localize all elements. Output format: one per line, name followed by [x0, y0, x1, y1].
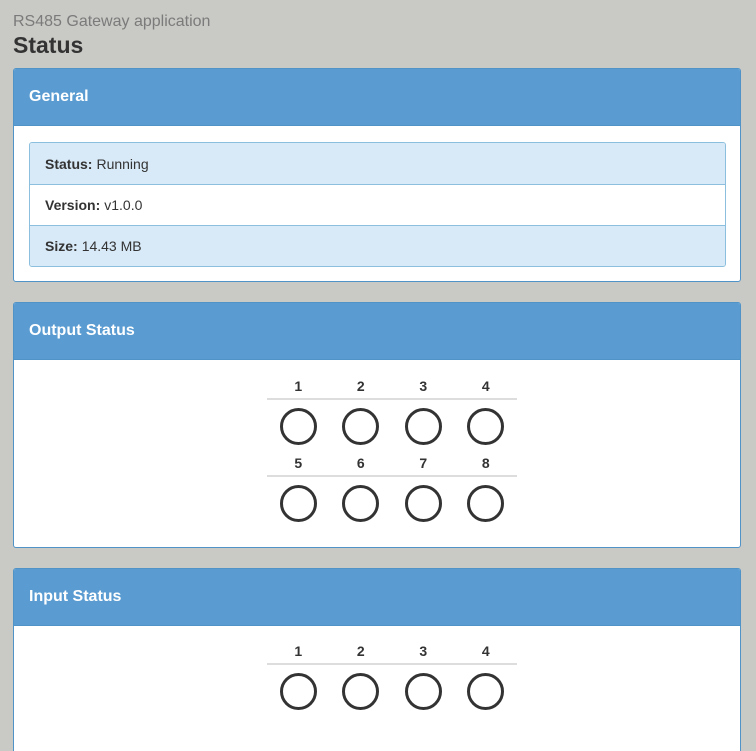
input-status-panel-heading — [14, 569, 740, 626]
input-label-4: 4 — [481, 643, 490, 659]
app-name: RS485 Gateway application — [13, 13, 211, 30]
output-label-3: 3 — [419, 378, 428, 394]
version-key: Version: — [45, 197, 101, 213]
input-status-panel-title: Input Status — [29, 588, 122, 605]
input-group-1-4 — [267, 641, 517, 718]
output-label-1: 1 — [294, 378, 303, 394]
status-row — [30, 143, 725, 184]
size-row — [30, 225, 725, 266]
output-led-5 — [280, 485, 317, 522]
input-label-1: 1 — [294, 643, 303, 659]
output-label-8: 8 — [481, 455, 490, 471]
input-led-1 — [280, 673, 317, 710]
output-status-panel-heading — [14, 303, 740, 360]
general-panel-heading — [14, 69, 740, 126]
input-led-4 — [467, 673, 504, 710]
output-led-6 — [342, 485, 379, 522]
status-key: Status: — [45, 155, 93, 172]
output-led-1 — [280, 408, 317, 445]
input-grid — [267, 641, 517, 718]
input-led-2 — [342, 673, 379, 710]
general-panel-title: General — [29, 88, 89, 105]
output-status-panel — [13, 302, 741, 548]
output-group-1-4 — [267, 376, 517, 453]
output-led-8 — [467, 485, 504, 522]
output-led-4 — [467, 408, 504, 445]
output-status-panel-title: Output Status — [29, 322, 135, 339]
output-label-5: 5 — [294, 455, 303, 471]
general-panel — [13, 68, 741, 282]
input-label-2: 2 — [356, 643, 365, 659]
page-title: Status — [13, 32, 84, 58]
version-value: v1.0.0 — [104, 197, 143, 213]
output-label-2: 2 — [356, 378, 365, 394]
output-label-7: 7 — [419, 455, 428, 471]
output-grid — [267, 376, 517, 530]
output-led-2 — [342, 408, 379, 445]
size-key: Size: — [45, 238, 78, 254]
general-info-list — [29, 142, 726, 267]
status-value: Running — [96, 155, 149, 172]
input-led-3 — [405, 673, 442, 710]
version-row — [30, 184, 725, 225]
output-led-3 — [405, 408, 442, 445]
input-status-panel — [13, 568, 741, 751]
output-label-6: 6 — [356, 455, 365, 471]
output-group-5-8 — [267, 453, 517, 530]
size-value: 14.43 MB — [81, 238, 142, 254]
output-led-7 — [405, 485, 442, 522]
output-label-4: 4 — [481, 378, 490, 394]
input-label-3: 3 — [419, 643, 428, 659]
